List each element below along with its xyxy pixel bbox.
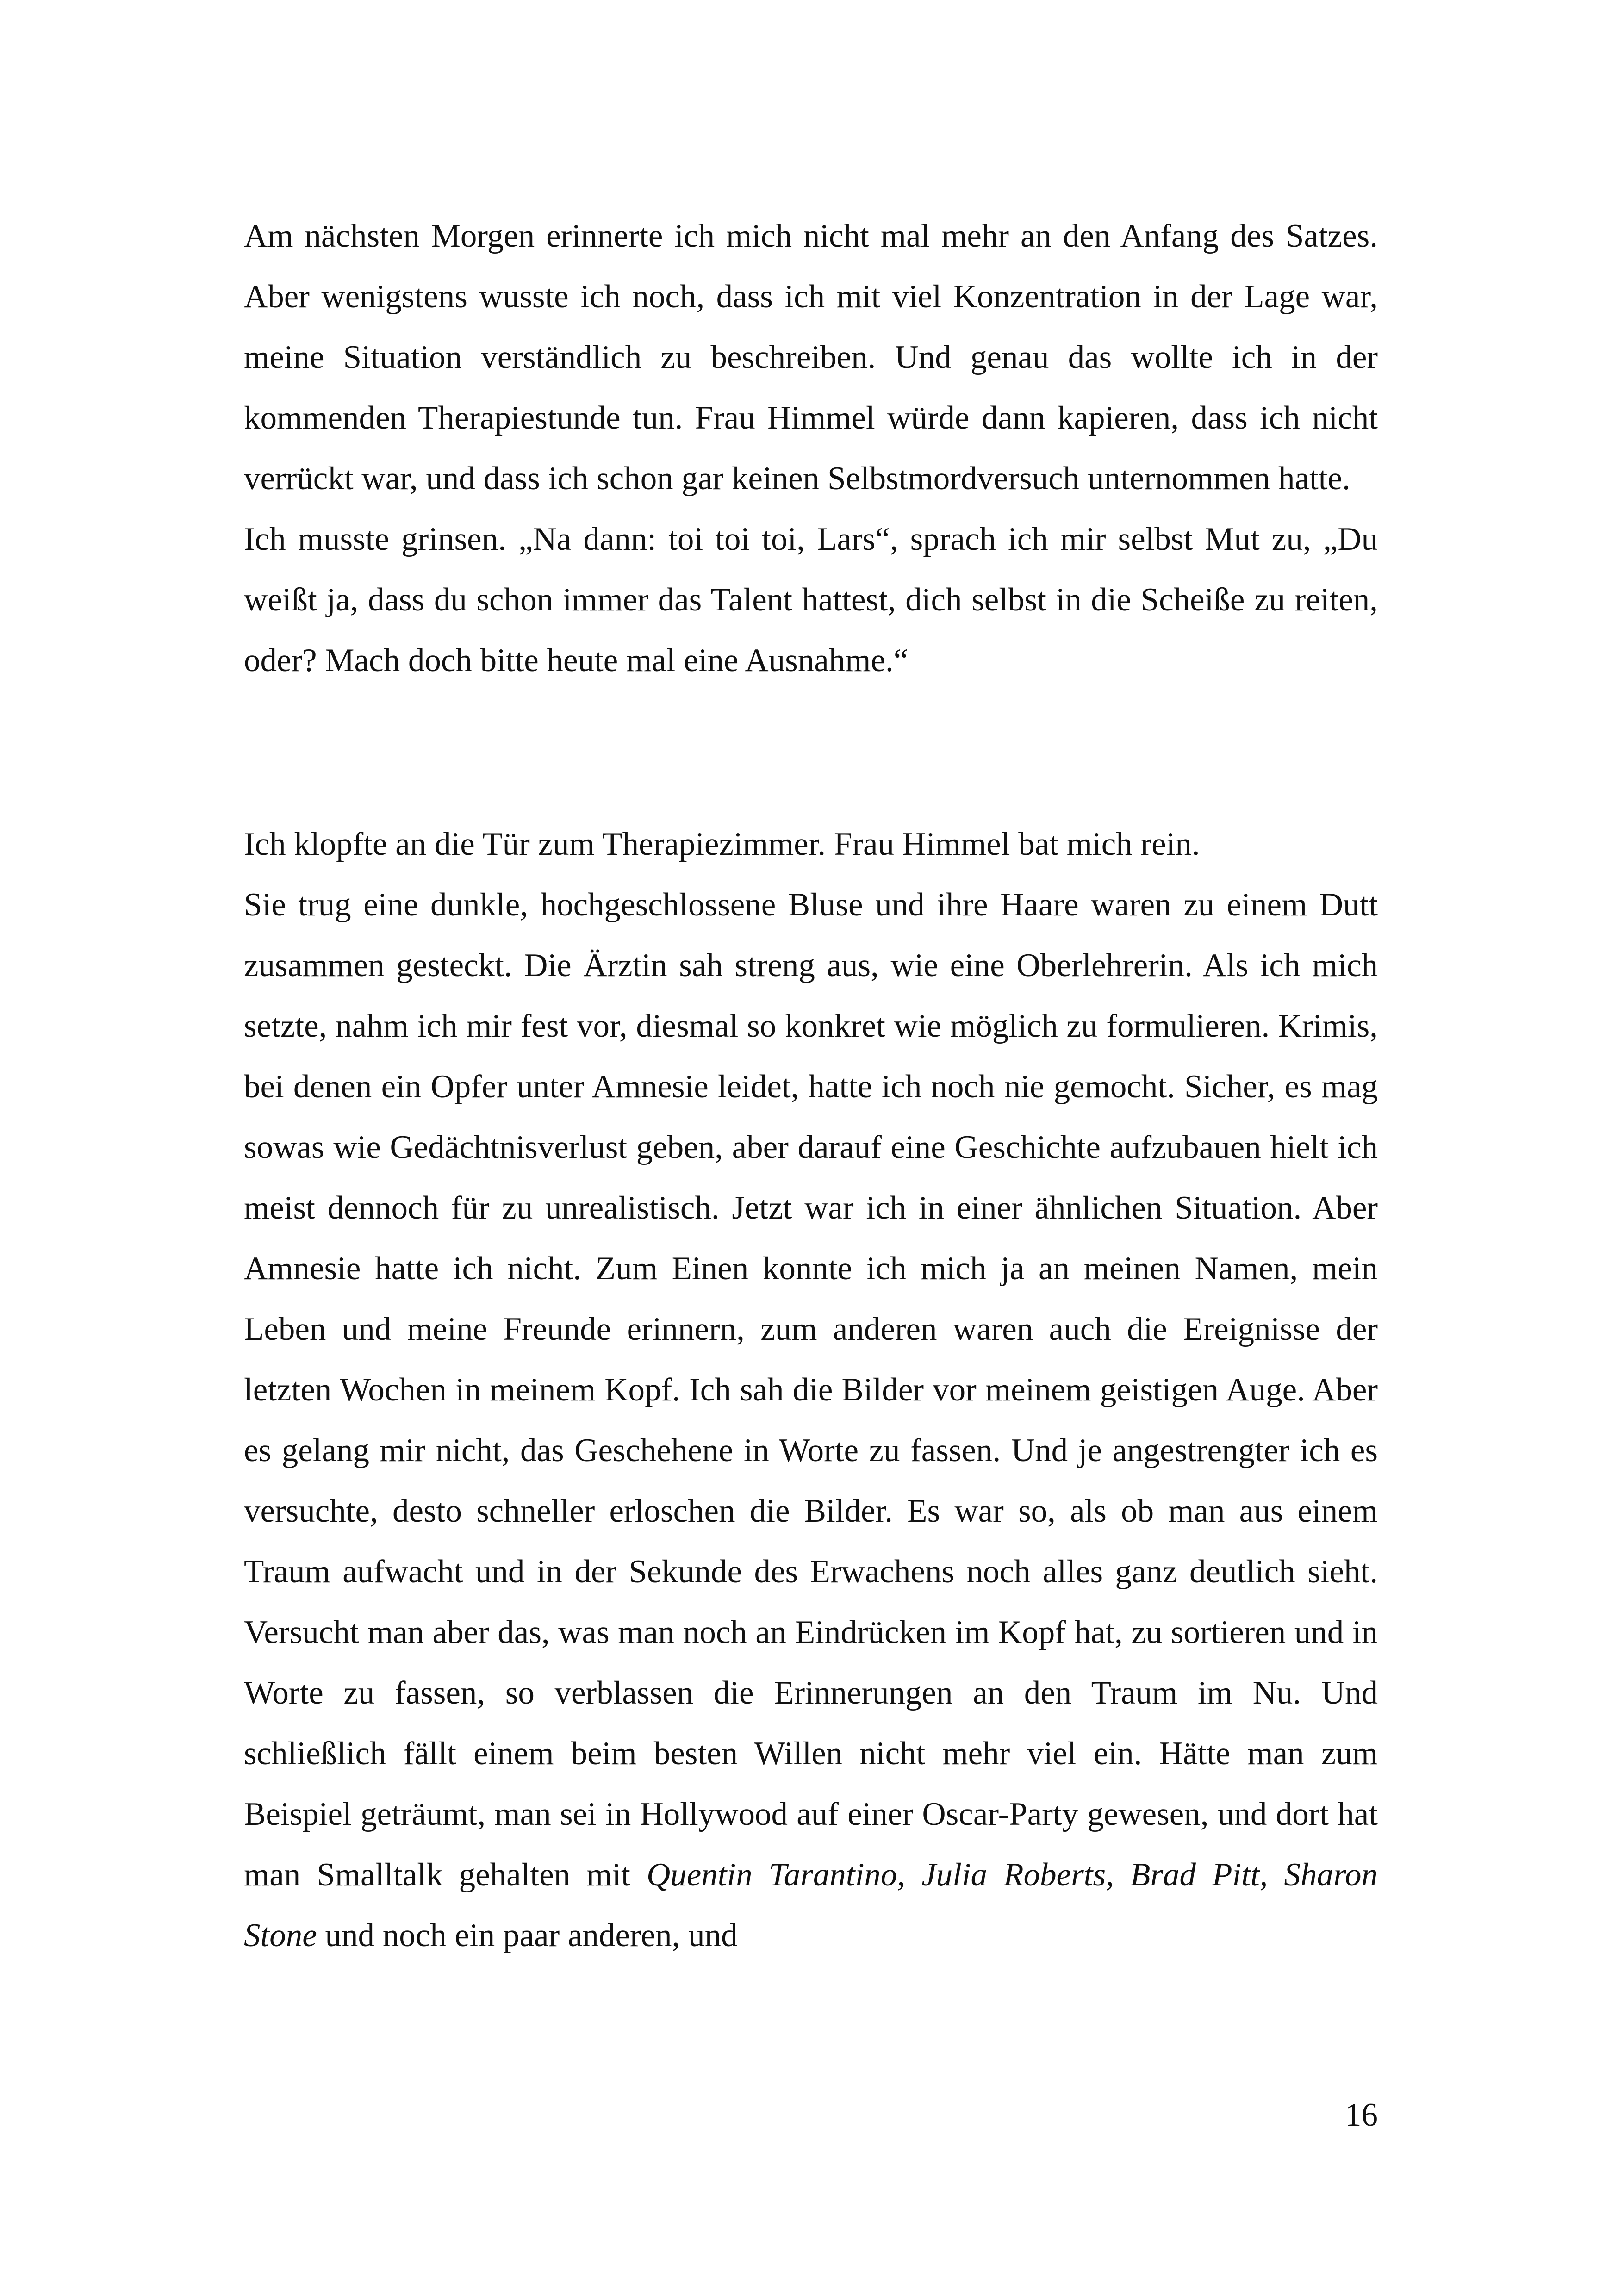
paragraph-therapy-text: Sie trug eine dunkle, hochgeschlossene Bluse und ihre Haare waren zu einem Dutt zusammen gesteckt. Die Ärztin sah streng aus, wie eine Oberlehrerin. Als ich mich setzte, nahm ich mir fest vor, diesmal so konkret wie möglich zu formulieren. Krimis, bei denen ein Opfer unter Amnesie leidet, hatte ich noch nie gemocht. Sicher, es mag sowas wie Gedächtnisverlust geben, aber darauf eine Geschichte aufzubauen hielt ich meist dennoch für zu unrealistisch. Jetzt war ich in einer ähnlichen Situation. Aber Amnesie hatte ich nicht. Zum Einen konnte ich mich ja an meinen Namen, mein Leben und meine Freunde erinnern, zum anderen waren auch die Ereignisse der letzten Wochen in meinem Kopf. Ich sah die Bilder vor meinem geistigen Auge. Aber es gelang mir nicht, das Geschehene in Worte zu fassen. Und je angestrengter ich es versuchte, desto schneller erloschen die Bilder. Es war so, als ob man aus einem Traum aufwacht und in der Sekunde des Erwachens noch alles ganz deutlich sieht. Versucht man aber das, was man noch an Eindrücken im Kopf hat, zu sortieren und in Worte zu fassen, so verblassen die Erinnerungen an den Traum im Nu. Und schließlich fällt einem beim besten Willen nicht mehr viel ein. Hätte man zum Beispiel geträumt, man sei in Hollywood auf einer Oscar-Party gewesen, und dort hat man Smalltalk gehalten mit	[244, 887, 1378, 1893]
page-number: 16	[1345, 2097, 1378, 2133]
paragraph-grinning: Ich musste grinsen. „Na dann: toi toi toi, Lars“, sprach ich mir selbst Mut zu, „Du weißt ja, dass du schon immer das Talent hattest, dich selbst in die Scheiße zu reiten, oder? Mach doch bitte heute mal eine Ausnahme.“	[244, 521, 1378, 678]
paragraph-morning: Am nächsten Morgen erinnerte ich mich nicht mal mehr an den Anfang des Satzes. Aber wenigstens wusste ich noch, dass ich mit viel Konzentration in der Lage war, meine Situation verständlich zu beschreiben. Und genau das wollte ich in der kommenden Therapiestunde tun. Frau Himmel würde dann kapieren, dass ich nicht verrückt war, und dass ich schon gar keinen Selbstmordversuch unternommen hatte.	[244, 218, 1378, 497]
section-2	[244, 814, 1378, 1966]
paragraph-therapy-tail: und noch ein paar anderen, und	[325, 1917, 738, 1954]
paragraph-knock: Ich klopfte an die Tür zum Therapiezimmer. Frau Himmel bat mich rein.	[244, 826, 1200, 862]
paragraph-therapy-session	[244, 875, 1378, 1966]
section-1	[244, 206, 1378, 691]
celebrity-names: Quentin Tarantino, Julia Roberts, Brad Pitt, Sharon Stone	[244, 1857, 1378, 1954]
